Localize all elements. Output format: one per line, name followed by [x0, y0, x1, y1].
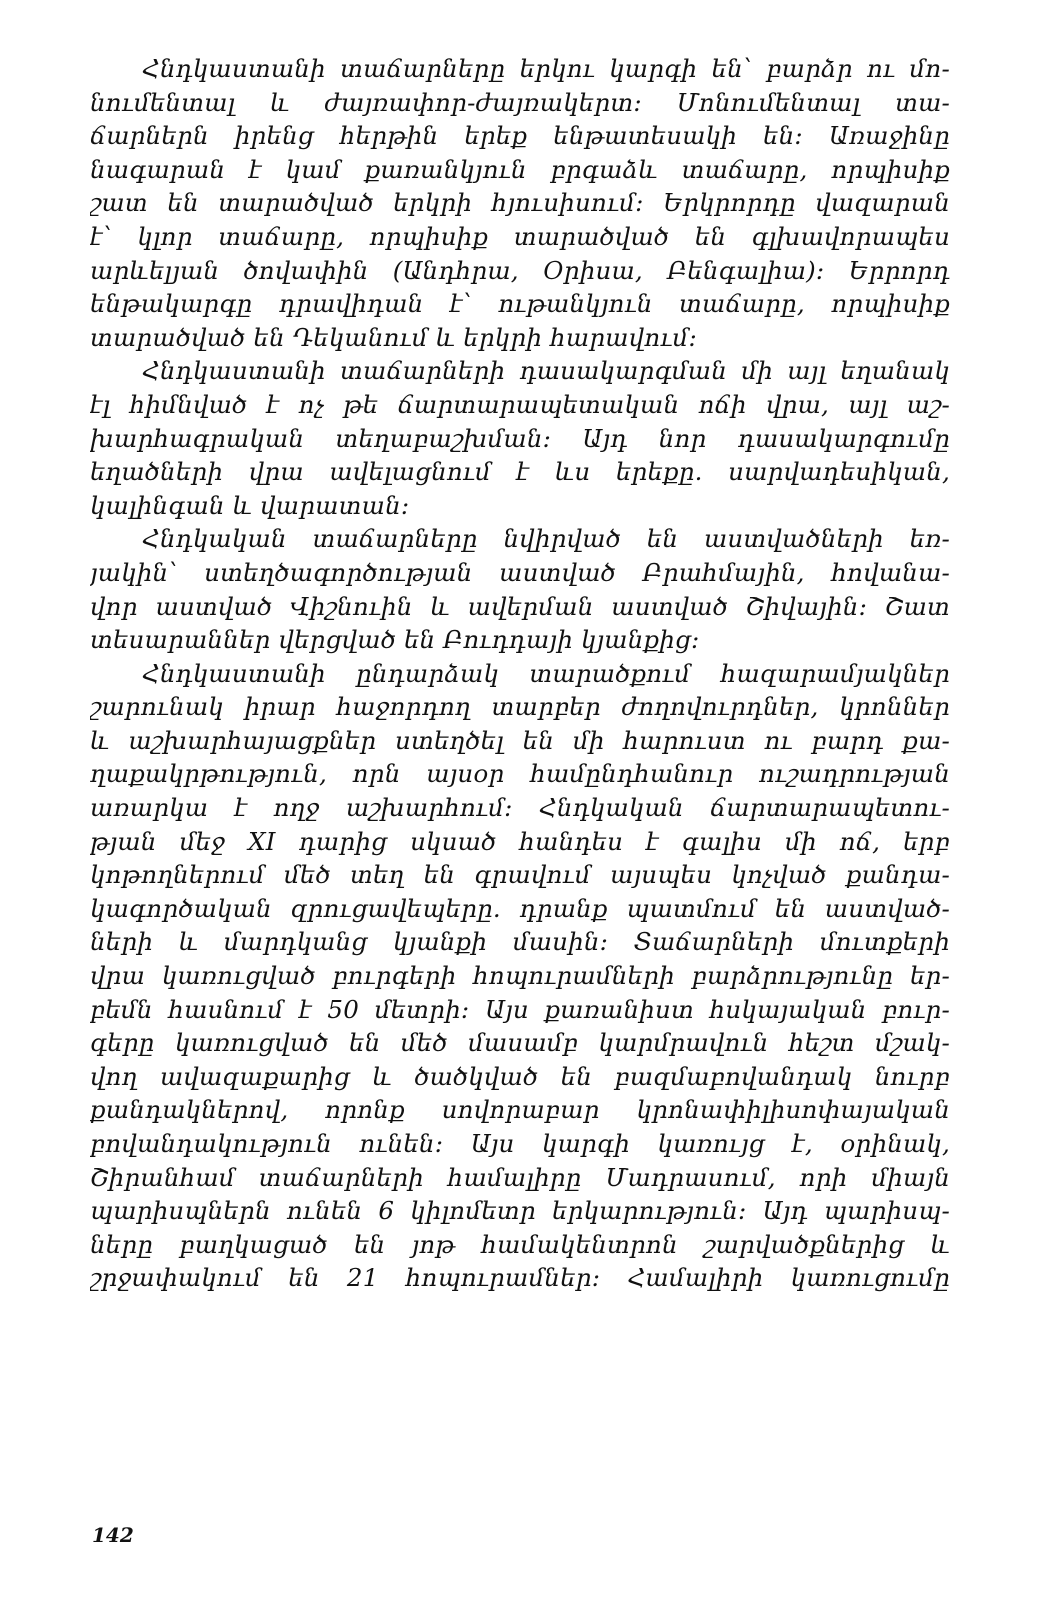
text-line: ղաքակրթություն, որն այսօր համընդհանուր ուշադրության: [90, 759, 950, 789]
text-line: կոթողներում մեծ տեղ են գրավում այսպես կոչված քանդա-: [90, 860, 950, 890]
text-line: Հնդկաստանի ընդարձակ տարածքում հազարամյակներ: [142, 658, 950, 688]
text-line: քանդակներով, որոնք սովորաբար կրոնափիլիսոփայական: [90, 1095, 950, 1125]
text-line: տարածված են Դեկանում և երկրի հարավում։: [90, 322, 698, 352]
text-line: պարիսպներն ունեն 6 կիլոմետր երկարություն։ Այդ պարիսպ-: [90, 1196, 950, 1226]
paragraph-classification: [90, 354, 950, 522]
page-number: 142: [92, 1523, 134, 1547]
text-line: կալինգան և վարատան։: [90, 490, 410, 520]
text-line: ները բաղկացած են յոթ համակենտրոն շարվածքներից և: [90, 1229, 950, 1259]
text-line: վող ավազաքարից և ծածկված են բազմաբովանդակ նուրբ: [90, 1061, 950, 1091]
text-line: գերը կառուցված են մեծ մասամբ կարմրավուն հեշտ մշակ-: [90, 1028, 950, 1058]
text-line: ների և մարդկանց կյանքի մասին։ Տաճարների մուտքերի: [90, 927, 950, 957]
text-line: ճարներն իրենց հերթին երեք ենթատեսակի են։ Առաջինը: [90, 121, 950, 151]
text-line: Հնդկաստանի տաճարները երկու կարգի են՝ բարձր ու մո-: [142, 54, 950, 83]
text-line: ենթակարգը դրավիդան է՝ ութանկյուն տաճարը, որպիսիք: [90, 289, 950, 319]
paragraph-civilization: [90, 657, 950, 1295]
text-line: եղածների վրա ավելացնում է ևս երեքը. սարվադեսիկան,: [90, 457, 950, 487]
text-line: Շիրանհամ տաճարների համալիրը Մադրասում, որի միայն: [90, 1162, 950, 1192]
text-line: թյան մեջ XI դարից սկսած հանդես է գալիս մի ոճ, երբ: [90, 826, 950, 856]
text-line: է՝ կլոր տաճարը, որպիսիք տարածված են գլխավորապես: [90, 221, 950, 251]
text-line: խարհագրական տեղաբաշխման։ Այդ նոր դասակարգումը: [90, 423, 950, 453]
document-page: [90, 52, 950, 1552]
text-line: շատ են տարածված երկրի հյուսիսում։ Երկրորդը վազարան: [90, 188, 950, 218]
text-line: տեսարաններ վերցված են Բուդդայի կյանքից։: [90, 625, 700, 655]
text-line: բեմն հասնում է 50 մետրի։ Այս քառանիստ հսկայական բուր-: [90, 994, 950, 1024]
text-line: շրջափակում են 21 հոպուրամներ։ Համալիրի կառուցումը: [90, 1263, 950, 1293]
text-line: առարկա է ողջ աշխարհում։ Հնդկական ճարտարապետու-: [90, 793, 950, 823]
paragraph-deities: [90, 522, 950, 656]
text-line: յակին՝ ստեղծագործության աստված Բրահմային, հովանա-: [90, 557, 950, 587]
text-line: էլ հիմնված է ոչ թե ճարտարապետական ոճի վրա, այլ աշ-: [90, 389, 950, 419]
text-line: նագարան է կամ քառանկյուն բրգաձև տաճարը, որպիսիք: [90, 154, 950, 184]
text-line: կագործական զրուցավեպերը. դրանք պատմում են աստված-: [90, 893, 950, 923]
text-line: նումենտալ և ժայռափոր-ժայռակերտ։ Մոնումենտալ տա-: [90, 87, 950, 117]
text-line: արևելյան ծովափին (Անդհրա, Օրիսա, Բենգալիա)։ Երրորդ: [90, 255, 950, 285]
text-line: շարունակ իրար հաջորդող տարբեր ժողովուրդներ, կրոններ: [90, 692, 950, 722]
paragraph-temple-types: [90, 52, 950, 354]
text-line: Հնդկական տաճարները նվիրված են աստվածների եռ-: [142, 524, 950, 554]
text-line: և աշխարհայացքներ ստեղծել են մի հարուստ ու բարդ քա-: [90, 725, 950, 755]
text-line: վոր աստված Վիշնուին և ավերման աստված Շիվային։ Շատ: [90, 591, 950, 621]
text-line: Հնդկաստանի տաճարների դասակարգման մի այլ եղանակ: [142, 356, 950, 386]
text-line: բովանդակություն ունեն։ Այս կարգի կառույց է, օրինակ,: [90, 1129, 950, 1158]
text-line: վրա կառուցված բուրգերի հոպուրամների բարձրությունը եր-: [90, 961, 950, 991]
